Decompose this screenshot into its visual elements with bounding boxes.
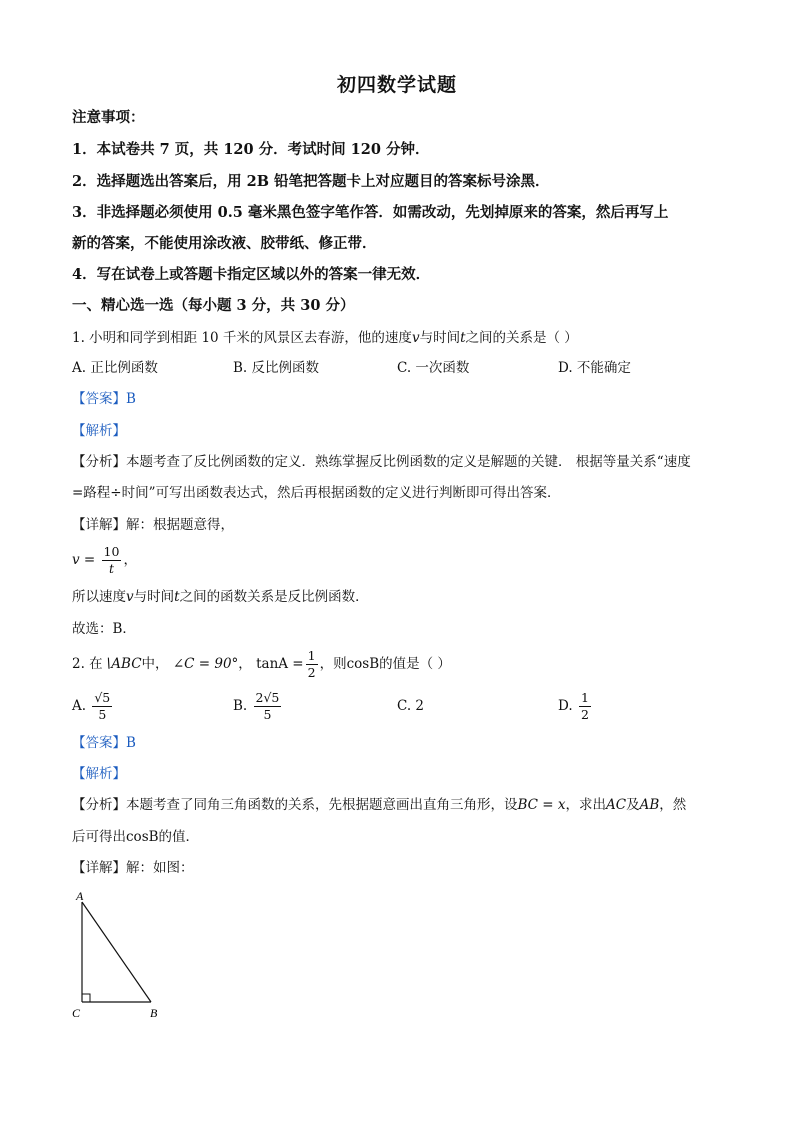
q2-option-a-label: A. [72,698,87,714]
q2-stem-b: 中， [141,656,169,672]
q2-option-d-fraction [579,692,591,721]
q2-option-c: C. 2 [397,698,425,714]
q2-option-b-denominator: 5 [263,706,272,722]
q2-option-b [233,688,283,724]
right-triangle-figure [70,888,170,1023]
q2-option-d-numerator: 1 [580,690,589,705]
q1-conclusion-b: 与时间 [133,589,175,605]
q2-option-b-fraction [254,692,282,721]
q1-conclusion-c: 之间的函数关系是反比例函数． [179,589,369,605]
q1-analysis-label: 【解析】 [72,423,126,439]
page-title: 初四数学试题 [336,74,457,96]
notice-item-4: 4．写在试卷上或答题卡指定区域以外的答案一律无效． [72,266,431,283]
q2-option-b-label: B. [233,698,248,714]
q2-option-b-numerator: 2√5 [255,690,280,705]
q1-equation [72,543,137,577]
q1-fenxi-1: 【分析】本题考查了反比例函数的定义．熟练掌握反比例函数的定义是解题的关键． 根据等量关系“速度 [72,454,691,470]
notice-item-2: 2．选择题选出答案后，用 2B 铅笔把答题卡上对应题目的答案标号涂黑． [72,173,550,190]
right-angle-mark [82,994,90,1002]
q1-conclusion-v: v [126,589,134,605]
q1-answer: 【答案】B [72,391,136,407]
vertex-label-c: C [72,1006,81,1020]
q1-eq-denominator: t [108,560,114,576]
q2-cos: cosB [346,656,380,672]
triangle-side-ab [82,902,151,1002]
q2-detail: 【详解】解：如图： [72,860,194,876]
q2-fenxi-cos: cosB [126,829,159,845]
q1-option-c: C. 一次函数 [397,360,470,376]
q2-option-a [72,688,114,724]
q1-var-t: t [460,330,466,346]
q1-eq-lhs: v = [72,552,96,568]
q1-stem-c: 之间的关系是（ ） [465,330,578,346]
q2-stem-sep: ， [238,656,252,672]
q2-stem-c: ，则 [319,656,347,672]
q2-fenxi-1 [72,795,686,815]
q2-stem-a: 2. 在 [72,656,103,672]
q2-stem-d: 的值是（ ） [379,656,451,672]
q1-stem [72,328,578,348]
q2-fenxi-b: ，求出 [565,797,607,813]
q2-answer: 【答案】B [72,735,136,751]
q1-fenxi-2: =路程÷时间”可写出函数表达式，然后再根据函数的定义进行判断即可得出答案． [72,485,561,501]
q1-stem-a: 1. 小明和同学到相距 10 千米的风景区去春游，他的速度 [72,330,412,346]
q1-option-a: A. 正比例函数 [72,360,158,376]
notice-item-3-cont: 新的答案，不能使用涂改液、胶带纸、修正带． [72,235,377,252]
q1-choose: 故选：B． [72,621,136,637]
notice-heading: 注意事项： [72,109,145,126]
notice-item-3: 3．非选择题必须使用 0.5 毫米黑色签字笔作答．如需改动，先划掉原来的答案，然后再写上 [72,204,669,221]
q2-fenxi-2b: 的值． [158,829,200,845]
q2-option-a-numerator: √5 [94,690,111,705]
q1-conclusion [72,587,369,607]
q1-stem-b: 与时间 [419,330,461,346]
q1-eq-fraction [102,546,122,575]
q2-analysis-label: 【解析】 [72,766,126,782]
q1-eq-tail: ， [123,552,137,568]
notice-item-1: 1．本试卷共 7 页，共 120 分．考试时间 120 分钟． [72,141,430,158]
q2-tan-denominator: 2 [307,664,316,680]
q2-fenxi-2 [72,827,199,847]
q1-var-v: v [411,330,420,346]
q1-eq-numerator: 10 [103,544,120,559]
q2-option-a-denominator: 5 [98,706,107,722]
q2-fenxi-c: 及 [626,797,640,813]
q2-fenxi-ac: AC [606,797,627,813]
q2-tan: tanA = [256,656,304,672]
q2-fenxi-a: 【分析】本题考查了同角三角函数的关系，先根据题意画出直角三角形，设 [72,797,518,813]
q2-angle: ∠C = 90° [172,656,239,672]
q2-stem [72,647,451,681]
q1-detail: 【详解】解：根据题意得， [72,517,234,533]
q2-option-d-label: D. [558,698,573,714]
q2-tan-fraction [306,650,318,679]
q2-tan-numerator: 1 [307,648,316,663]
q2-fenxi-2a: 后可得出 [72,829,126,845]
q2-fenxi-bc: BC = x [517,797,566,813]
vertex-label-a: A [76,889,84,903]
vertex-label-b: B [150,1006,158,1020]
q2-triangle: ∖ABC [102,656,142,672]
q2-option-d-denominator: 2 [580,706,589,722]
q2-fenxi-d: ，然 [659,797,687,813]
q2-option-a-fraction [92,692,112,721]
q1-conclusion-t: t [174,589,180,605]
q2-fenxi-ab: AB [639,797,660,813]
q1-option-d: D. 不能确定 [558,360,631,376]
q1-option-b: B. 反比例函数 [233,360,320,376]
q1-conclusion-a: 所以速度 [72,589,126,605]
section-heading: 一、精心选一选（每小题 3 分，共 30 分） [72,297,355,314]
q2-option-d [558,688,593,724]
